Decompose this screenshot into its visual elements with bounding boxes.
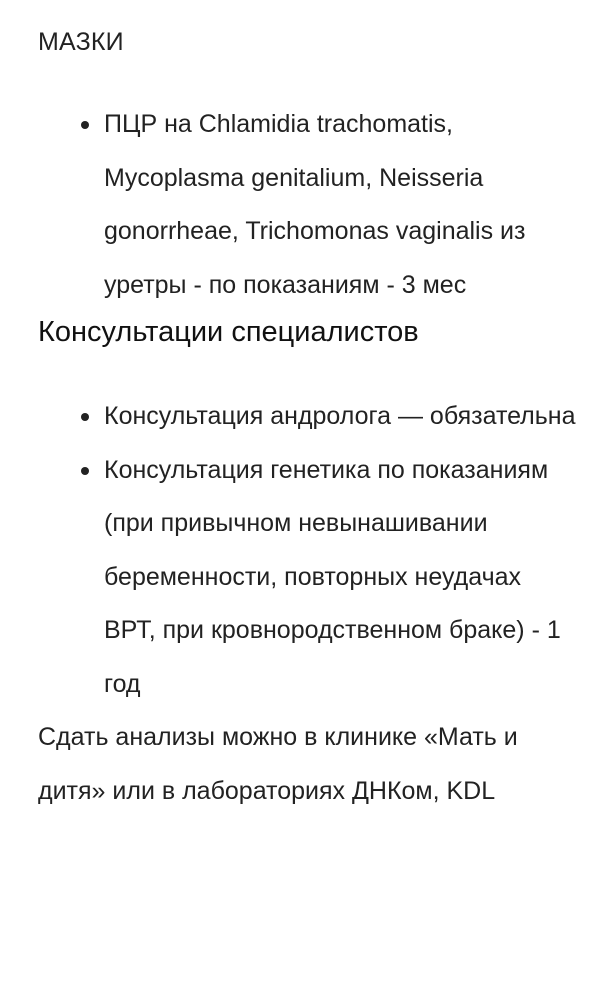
bullet-icon [81,467,89,475]
bullet-icon [81,413,89,421]
consultations-list [38,390,578,711]
bullet-icon [81,121,89,129]
list-item-text: Консультация генетика по показаниям (при привычном невынашивании беременности, повторных неудачах ВРТ, при кровнородственном браке) - 1 год [104,455,561,698]
smears-list [38,98,578,312]
list-item-text: Консультация андролога — обязательна [104,402,576,430]
document-content [38,22,578,818]
footer-paragraph: Сдать анализы можно в клинике «Мать и дитя» или в лабораториях ДНКом, KDL [38,723,518,805]
list-item [104,390,578,444]
section-label: МАЗКИ [38,28,124,56]
list-item-text: ПЦР на Chlamidia trachomatis, Mycoplasma genitalium, Neisseria gonorrheae, Trichomonas vaginalis из уретры - по показаниям - 3 мес [104,110,526,299]
list-item [104,444,578,712]
section-heading: Консультации специалистов [38,316,419,348]
list-item [104,98,578,312]
